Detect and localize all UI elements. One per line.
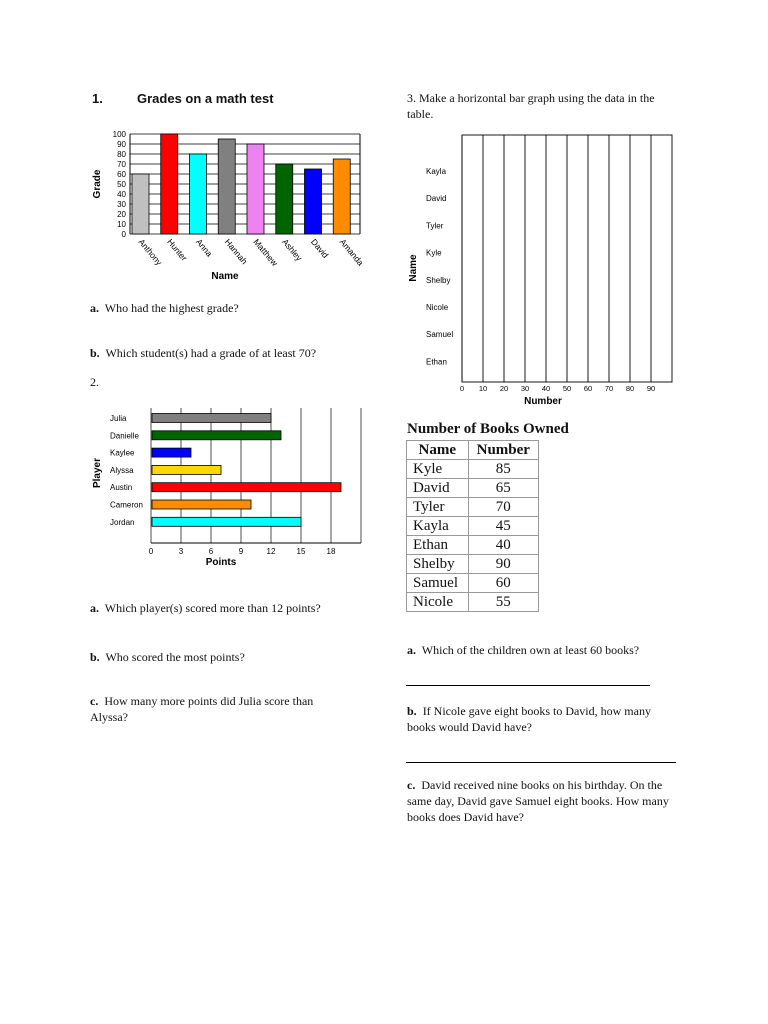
table-row (407, 574, 539, 593)
q3a-question: a. Which of the children own at least 60 books? (407, 643, 640, 657)
x-tick-label: 9 (238, 547, 244, 556)
points-bar-chart (88, 402, 378, 572)
answer-line-b[interactable] (406, 762, 676, 763)
y-tick-label: 70 (117, 160, 126, 169)
name-cell: Samuel (407, 574, 469, 593)
q3c-question: c. David received nine books on his birthday. On the same day, David gave Samuel eight books. How many books does David have? (407, 778, 669, 824)
number-cell: 55 (468, 593, 538, 612)
x-tick-label: 90 (646, 384, 656, 393)
bar-amanda (333, 159, 350, 234)
q1-number: 1. (92, 91, 103, 106)
y-tick-label: Tyler (426, 221, 444, 231)
x-tick-label: 80 (625, 384, 635, 393)
name-cell: David (407, 479, 469, 498)
table-row (407, 555, 539, 574)
x-tick-label: Amanda (337, 236, 366, 268)
x-tick-label: Matthew (251, 236, 280, 268)
x-tick-label: 50 (562, 384, 572, 393)
books-table (406, 440, 539, 612)
q2c-question: c. How many more points did Julia score than Alyssa? (90, 694, 314, 724)
y-tick-label: Alyssa (110, 465, 134, 475)
number-cell: 65 (468, 479, 538, 498)
y-axis-title: Player (92, 457, 103, 489)
y-tick-label: 30 (117, 200, 126, 209)
table-row (407, 498, 539, 517)
bar-julia (152, 414, 271, 423)
books-table-title: Number of Books Owned (407, 421, 569, 437)
bar-hunter (161, 134, 178, 234)
bar-kaylee (152, 448, 191, 457)
q1a-question: a. Who had the highest grade? (90, 301, 239, 315)
y-tick-label: Samuel (426, 330, 454, 340)
bar-jordan (152, 517, 301, 526)
y-tick-label: 0 (121, 230, 126, 239)
x-tick-label: 18 (326, 547, 336, 556)
x-axis-title: Number (524, 396, 562, 407)
y-axis-title: Grade (92, 169, 103, 199)
y-tick-label: 80 (117, 150, 126, 159)
q2a-question: a. Which player(s) scored more than 12 points? (90, 601, 321, 615)
number-cell: 40 (468, 536, 538, 555)
number-cell: 70 (468, 498, 538, 517)
q1b-question: b. Which student(s) had a grade of at least 70? (90, 346, 317, 360)
x-tick-label: 20 (499, 384, 509, 393)
bar-matthew (247, 144, 264, 234)
name-cell: Ethan (407, 536, 469, 555)
bar-cameron (152, 500, 251, 509)
bar-alyssa (152, 465, 221, 474)
x-tick-label: 12 (266, 547, 276, 556)
answer-line-a[interactable] (406, 685, 650, 686)
x-tick-label: 10 (478, 384, 488, 393)
table-row (407, 517, 539, 536)
x-tick-label: Anna (193, 236, 215, 259)
y-tick-label: 40 (117, 190, 126, 199)
q3-instruction: 3. Make a horizontal bar graph using the data in the table. (407, 91, 655, 121)
x-tick-label: 0 (459, 384, 465, 393)
bar-david (305, 169, 322, 234)
y-tick-label: Julia (110, 414, 127, 423)
grades-bar-chart (88, 126, 378, 286)
y-axis-title: Name (408, 254, 419, 282)
y-tick-label: 90 (117, 140, 126, 149)
q1-title: Grades on a math test (137, 91, 274, 106)
x-tick-label: 70 (604, 384, 614, 393)
y-tick-label: Jordan (110, 517, 135, 527)
q2b-question: b. Who scored the most points? (90, 650, 245, 664)
x-axis-title: Name (211, 271, 239, 282)
bar-ashley (276, 164, 293, 234)
table-row (407, 536, 539, 555)
y-tick-label: Nicole (426, 303, 449, 312)
x-tick-label: Ashley (280, 236, 305, 263)
x-tick-label: 3 (178, 547, 184, 556)
x-axis-title: Points (205, 557, 237, 568)
name-cell: Kyle (407, 460, 469, 479)
bar-danielle (152, 431, 281, 440)
bar-anna (190, 154, 207, 234)
y-tick-label: 50 (117, 180, 126, 189)
x-tick-label: David (308, 236, 331, 260)
name-cell: Shelby (407, 555, 469, 574)
y-tick-label: 20 (117, 210, 126, 219)
column-header-name: Name (407, 441, 469, 460)
y-tick-label: Shelby (426, 275, 451, 285)
y-tick-label: Kyle (426, 248, 442, 258)
bar-anthony (132, 174, 149, 234)
number-cell: 60 (468, 574, 538, 593)
y-tick-label: 100 (112, 130, 126, 139)
y-tick-label: Austin (110, 483, 133, 493)
x-tick-label: Hunter (165, 236, 190, 263)
name-cell: Tyler (407, 498, 469, 517)
table-row (407, 460, 539, 479)
number-cell: 45 (468, 517, 538, 536)
x-tick-label: 6 (208, 547, 214, 556)
x-tick-label: 40 (541, 384, 551, 393)
y-tick-label: Kayla (426, 167, 447, 176)
number-cell: 90 (468, 555, 538, 574)
column-header-number: Number (468, 441, 538, 460)
bar-austin (152, 483, 341, 492)
x-tick-label: Hannah (222, 236, 250, 267)
x-tick-label: Anthony (136, 236, 165, 268)
books-blank-graph (403, 128, 693, 410)
y-tick-label: Cameron (110, 500, 143, 510)
x-tick-label: 0 (148, 547, 154, 556)
table-row (407, 593, 539, 612)
name-cell: Nicole (407, 593, 469, 612)
x-tick-label: 60 (583, 384, 593, 393)
y-tick-label: 60 (117, 170, 126, 179)
number-cell: 85 (468, 460, 538, 479)
y-tick-label: David (426, 194, 447, 204)
x-tick-label: 30 (520, 384, 530, 393)
bar-hannah (218, 139, 235, 234)
x-tick-label: 15 (296, 547, 306, 556)
y-tick-label: 10 (117, 220, 126, 229)
y-tick-label: Ethan (426, 357, 447, 367)
q3b-question: b. If Nicole gave eight books to David, how many books would David have? (407, 704, 651, 734)
y-tick-label: Danielle (110, 431, 139, 441)
y-tick-label: Kaylee (110, 448, 135, 458)
table-row (407, 479, 539, 498)
name-cell: Kayla (407, 517, 469, 536)
q2-number: 2. (90, 375, 99, 389)
